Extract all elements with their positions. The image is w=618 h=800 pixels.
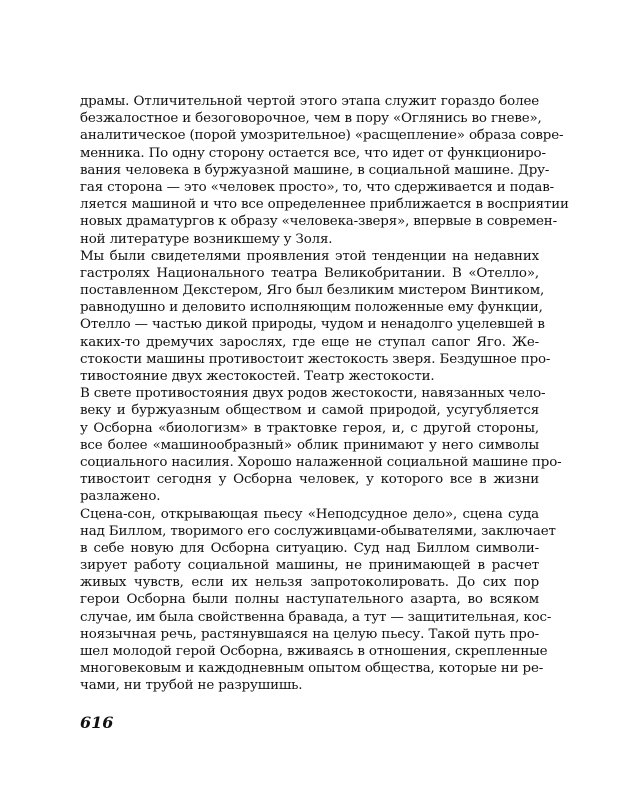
- text-line: живых чувств, если их нельзя запротоколировать. До сих пор: [80, 575, 539, 591]
- text-line: ной литературе возникшему у Золя.: [80, 231, 333, 247]
- text-line: аналитическое (порой умозрительное) «расщепление» образа совре-: [80, 128, 564, 144]
- text-line: В свете противостояния двух родов жестокости, навязанных чело-: [80, 386, 546, 402]
- text-line: ляется машиной и что все определеннее приближается в восприятии: [80, 197, 569, 213]
- text-line: менника. По одну сторону остается все, что идет от функциониро-: [80, 145, 546, 161]
- text-line: Сцена-сон, открывающая пьесу «Неподсудное дело», сцена суда: [80, 506, 539, 522]
- text-line: новых драматургов к образу «человека-зверя», впервые в современ-: [80, 214, 557, 230]
- text-line: равнодушно и деловито исполняющим положенные ему функции,: [80, 300, 543, 316]
- paragraph: [80, 248, 551, 386]
- text-line: социального насилия. Хорошо налаженной социальной машине про-: [80, 454, 562, 470]
- text-line: случае, им была свойственна бравада, а тут — защитительная, кос-: [80, 609, 552, 625]
- paragraph: [80, 506, 556, 695]
- text-line: Отелло — частью дикой природы, чудом и ненадолго уцелевшей в: [80, 317, 545, 333]
- text-line: шел молодой герой Осборна, вживаясь в отношения, скрепленные: [80, 644, 548, 659]
- text-line: зирует работу социальной машины, не принимающей в расчет: [80, 558, 539, 574]
- page-number: 616: [80, 713, 114, 732]
- paragraph: [80, 385, 562, 505]
- text-line: безжалостное и безоговорочное, чем в пору «Оглянись во гневе»,: [80, 111, 542, 127]
- text-line: разлажено.: [80, 489, 161, 505]
- text-line: чами, ни трубой не разрушишь.: [80, 678, 303, 694]
- text-line: над Биллом, творимого его сослуживцами-обывателями, заключает: [80, 523, 556, 539]
- text-line: многовековым и каждодневным опытом общества, которые ни ре-: [80, 661, 544, 677]
- text-line: Мы были свидетелями проявления этой тенденции на недавних: [80, 248, 539, 264]
- text-line: в себе новую для Осборна ситуацию. Суд над Биллом символи-: [80, 540, 539, 556]
- text-line: драмы. Отличительной чертой этого этапа служит гораздо более: [80, 94, 539, 109]
- text-line: все более «машинообразный» облик принимают у него символы: [80, 437, 539, 453]
- text-line: поставленном Декстером, Яго был безликим мистером Винтиком,: [80, 283, 545, 299]
- text-line: веку и буржуазным обществом и самой природой, усугубляется: [80, 403, 539, 419]
- text-line: тивостояние двух жестокостей. Театр жестокости.: [80, 369, 435, 384]
- text-line: вания человека в буржуазной машине, в социальной машине. Дру-: [80, 162, 550, 178]
- text-line: ноязычная речь, растянувшаяся на целую пьесу. Такой путь про-: [80, 626, 539, 642]
- text-line: у Осборна «биологизм» в трактовке героя, и, с другой стороны,: [80, 420, 539, 436]
- body-text: [80, 93, 569, 695]
- text-line: каких-то дремучих зарослях, где еще не ступал сапог Яго. Же-: [80, 334, 539, 350]
- text-line: гая сторона — это «человек просто», то, что сдерживается и подав-: [80, 179, 555, 195]
- text-line: стокости машины противостоит жестокость зверя. Бездушное про-: [80, 351, 551, 367]
- text-line: гастролях Национального театра Великобритании. В «Отелло»,: [80, 265, 539, 281]
- text-line: тивостоит сегодня у Осборна человек, у которого все в жизни: [80, 472, 539, 488]
- paragraph: [80, 93, 569, 248]
- text-line: герои Осборна были полны наступательного азарта, во всяком: [80, 592, 539, 608]
